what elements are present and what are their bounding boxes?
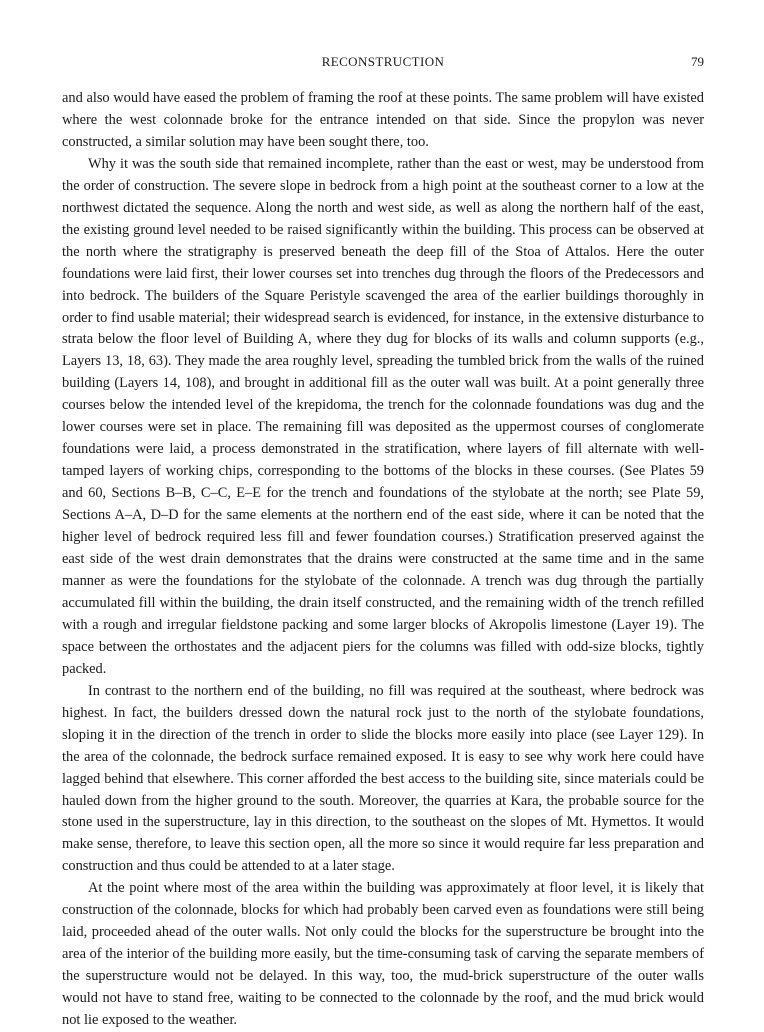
paragraph-2: Why it was the south side that remained incomplete, rather than the east or west, may be understood from the order of construction. The severe slope in bedrock from a high point at the southeast corner to a low at the northwest dictated the sequence. Along the north and west side, as well as along the northern half of the east, the existing ground level needed to be raised significantly within the building. This process can be observed at the north where the stratigraphy is preserved beneath the deep fill of the Stoa of Attalos. Here the outer foundations were laid first, their lower courses set into trenches dug through the floors of the Predecessors and into bedrock. The builders of the Square Peristyle scavenged the area of the earlier buildings thoroughly in order to find usable material; their widespread search is evidenced, for instance, in the extensive disturbance to strata below the floor level of Building A, where they dug for blocks of its walls and column supports (e.g., Layers 13, 18, 63). They made the area roughly level, spreading the tumbled brick from the walls of the ruined building (Layers 14, 108), and brought in additional fill as the outer wall was built. At a point generally three courses below the intended level of the krepidoma, the trench for the colonnade foundations was dug and the lower courses were set in place. The remaining fill was deposited as the uppermost courses of conglomerate foundations were laid, a process demonstrated in the stratification, where layers of fill alternate with well-tamped layers of working chips, corresponding to the bottoms of the blocks in these courses. (See Plates 59 and 60, Sections B–B, C–C, E–E for the trench and foundations of the stylobate at the north; see Plate 59, Sections A–A, D–D for the same elements at the northern end of the east side, where it can be noted that the higher level of bedrock required less fill and fewer foundation courses.) Stratification preserved against the east side of the west drain demonstrates that the drains were constructed at the same time and in the same manner as were the foundations for the stylobate of the colonnade. A trench was dug through the partially accumulated fill within the building, the drain itself constructed, and the remaining width of the trench refilled with a rough and irregular fieldstone packing and some larger blocks of Akropolis limestone (Layer 19). The space between the orthostates and the adjacent piers for the columns was filled with odd-size blocks, tightly packed. [62,155,704,677]
document-page [62,52,704,1029]
paragraph-3: In contrast to the northern end of the building, no fill was required at the southeast, where bedrock was highest. In fact, the builders dressed down the natural rock just to the north of the stylobate foundations, sloping it in the direction of the trench in order to slide the blocks more easily into place (see Layer 129). In the area of the colonnade, the bedrock surface remained exposed. It is easy to see why work here could have lagged behind that elsewhere. This corner afforded the best access to the building site, since materials could be hauled down from the higher ground to the south. Moreover, the quarries at Kara, the probable source for the stone used in the superstructure, lay in this direction, to the southeast on the slopes of Mt. Hymettos. It would make sense, therefore, to leave this section open, all the more so since it would require far less preparation and construction and thus could be attended to at a later stage. [62,682,704,875]
paragraph-4: At the point where most of the area within the building was approximately at floor level, it is likely that construction of the colonnade, blocks for which had probably been carved even as foundations were still being laid, proceeded ahead of the outer walls. Not only could the blocks for the superstructure be brought into the area of the interior of the building more easily, but the time-consuming task of carving the separate members of the superstructure would not be delayed. In this way, too, the mud-brick superstructure of the outer walls would not have to stand free, waiting to be connected to the colonnade by the roof, and the mud brick would not lie exposed to the weather. [62,880,704,1029]
page-number: 79 [691,54,704,69]
running-head [62,52,704,74]
body-text [62,88,704,1032]
paragraph-1: and also would have eased the problem of framing the roof at these points. The same problem will have existed where the west colonnade broke for the entrance intended on that side. Since the propylon was never constructed, a similar solution may have been sought there, too. [62,90,704,150]
running-title: RECONSTRUCTION [321,54,445,69]
